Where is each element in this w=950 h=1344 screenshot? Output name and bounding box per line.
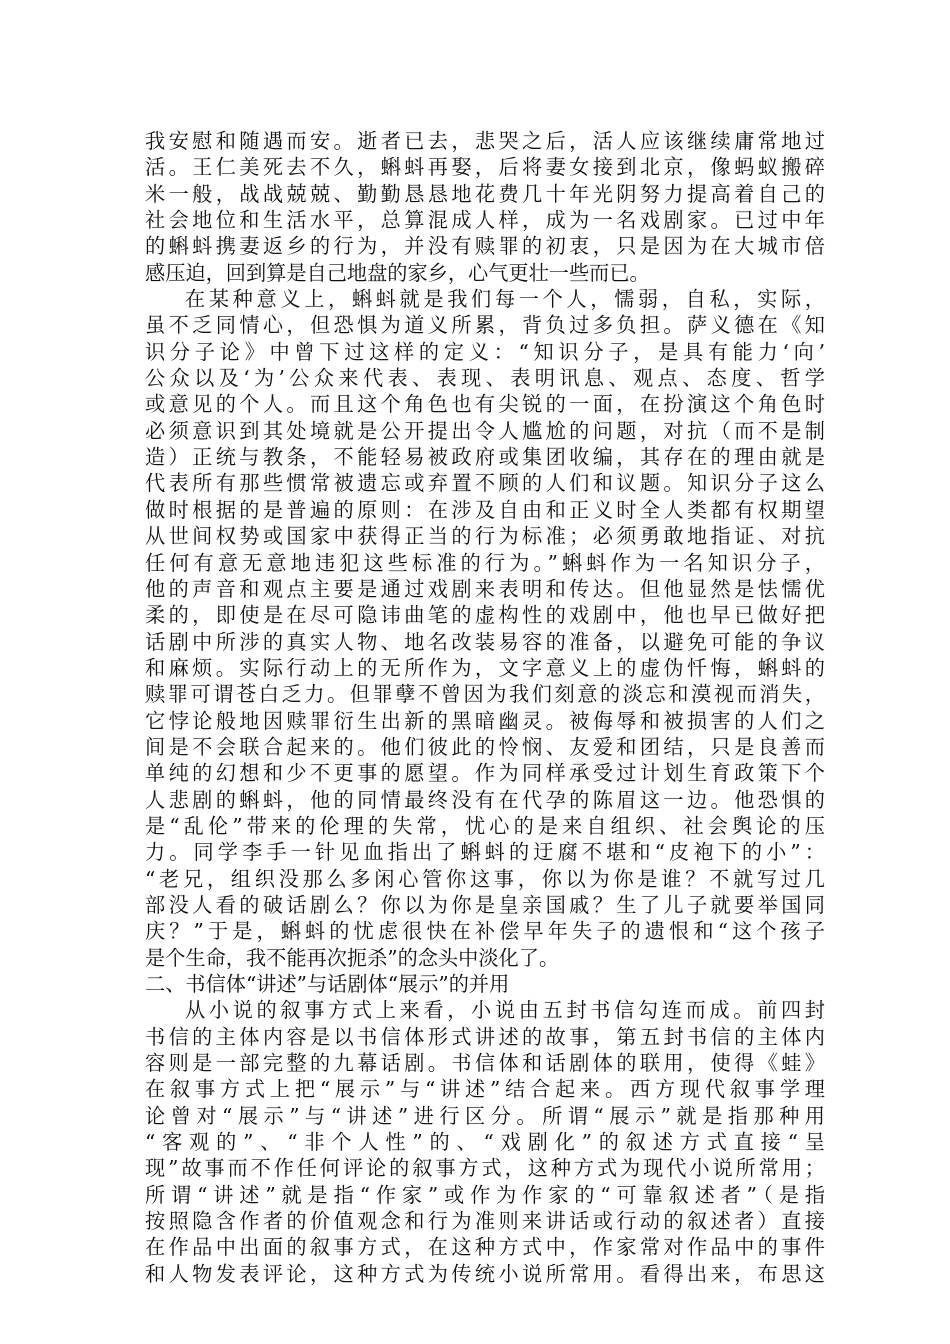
text-line: 赎罪可谓苍白乏力。但罪孽不曾因为我们刻意的淡忘和漠视而消失， xyxy=(145,682,825,707)
text-line: 二、书信体“讲述”与话剧体“展示”的并用 xyxy=(145,972,510,996)
text-line: 必须意识到其处境就是公开提出令人尴尬的问题，对抗（而不是制 xyxy=(145,418,825,443)
text-line: 在叙事方式上把“展示”与“讲述”结合起来。西方现代叙事学理 xyxy=(145,1077,825,1102)
text-line: 识分子论》中曾下过这样的定义：“知识分子，是具有能力‘向’ xyxy=(145,339,825,364)
text-line: 和麻烦。实际行动上的无所作为，文字意义上的虚伪忏悔，蝌蚪的 xyxy=(145,655,825,680)
text-line: 虽不乏同情心，但恐惧为道义所累，背负过多负担。萨义德在《知 xyxy=(145,313,825,338)
text-line: 单纯的幻想和少不更事的愿望。作为同样承受过计划生育政策下个 xyxy=(145,761,825,786)
text-line: 部没人看的破话剧么？你以为你是皇亲国戚？生了儿子就要举国同 xyxy=(145,892,825,917)
body-text xyxy=(145,128,825,1287)
text-line: 在作品中出面的叙事方式，在这种方式中，作家常对作品中的事件 xyxy=(145,1235,825,1260)
text-line: 是“乱伦”带来的伦理的失常，忧心的是来自组织、社会舆论的压 xyxy=(145,813,825,838)
text-line: 话剧中所涉的真实人物、地名改装易容的准备，以避免可能的争议 xyxy=(145,629,825,654)
text-line: 任何有意无意地违犯这些标准的行为。”蝌蚪作为一名知识分子， xyxy=(145,550,825,575)
text-line: 按照隐含作者的价值观念和行为准则来讲话或行动的叙述者）直接 xyxy=(145,1209,825,1234)
text-line: 感压迫，回到算是自己地盘的家乡，心气更壮一些而已。 xyxy=(145,260,650,285)
text-line: 米一般，战战兢兢、勤勤恳恳地花费几十年光阴努力提高着自己的 xyxy=(145,181,825,206)
text-line: 或意见的个人。而且这个角色也有尖锐的一面，在扮演这个角色时 xyxy=(145,392,825,417)
text-line: 从世间权势或国家中获得正当的行为标准；必须勇敢地指证、对抗 xyxy=(145,524,825,549)
text-line: 是个生命，我不能再次扼杀”的念头中淡化了。 xyxy=(145,945,560,970)
text-line: 社会地位和生活水平，总算混成人样，成为一名戏剧家。已过中年 xyxy=(145,208,825,233)
text-line: “客观的”、“非个人性”的、“戏剧化”的叙述方式直接“呈 xyxy=(145,1130,825,1155)
text-line: 人悲剧的蝌蚪，他的同情最终没有在代孕的陈眉这一边。他恐惧的 xyxy=(145,787,825,812)
text-line: 活。王仁美死去不久，蝌蚪再娶，后将妻女接到北京，像蚂蚁搬碎 xyxy=(145,155,825,180)
text-line: “老兄，组织没那么多闲心管你这事，你以为你是谁？不就写过几 xyxy=(145,866,825,891)
text-line: 公众以及‘为’公众来代表、表现、表明讯息、观点、态度、哲学 xyxy=(145,366,825,391)
text-line: 间是不会联合起来的。他们彼此的怜悯、友爱和团结，只是良善而 xyxy=(145,734,825,759)
text-line: 庆？”于是，蝌蚪的忧虑很快在补偿早年失子的遗恨和“这个孩子 xyxy=(145,919,825,944)
text-line: 现”故事而不作任何评论的叙事方式，这种方式为现代小说所常用； xyxy=(145,1156,825,1181)
text-line: 和人物发表评论，这种方式为传统小说所常用。看得出来，布思这 xyxy=(145,1261,825,1286)
text-line: 他的声音和观点主要是通过戏剧来表明和传达。但他显然是怯懦优 xyxy=(145,576,825,601)
text-line: 论曾对“展示”与“讲述”进行区分。所谓“展示”就是指那种用 xyxy=(145,1103,825,1128)
text-line: 书信的主体内容是以书信体形式讲述的故事，第五封书信的主体内 xyxy=(145,1024,825,1049)
text-line: 造）正统与教条，不能轻易被政府或集团收编，其存在的理由就是 xyxy=(145,445,825,470)
text-line: 代表所有那些惯常被遗忘或弃置不顾的人们和议题。知识分子这么 xyxy=(145,471,825,496)
text-line: 柔的，即使是在尽可隐讳曲笔的虚构性的戏剧中，他也早已做好把 xyxy=(145,603,825,628)
text-line: 从小说的叙事方式上来看，小说由五封书信勾连而成。前四封 xyxy=(185,998,825,1023)
text-line: 容则是一部完整的九幕话剧。书信体和话剧体的联用，使得《蛙》 xyxy=(145,1051,825,1076)
text-line: 做时根据的是普遍的原则：在涉及自由和正义时全人类都有权期望 xyxy=(145,497,825,522)
text-line: 在某种意义上，蝌蚪就是我们每一个人，懦弱，自私，实际， xyxy=(185,287,825,312)
text-line: 它悖论般地因赎罪衍生出新的黑暗幽灵。被侮辱和被损害的人们之 xyxy=(145,708,825,733)
text-line: 的蝌蚪携妻返乡的行为，并没有赎罪的初衷，只是因为在大城市倍 xyxy=(145,234,825,259)
text-line: 我安慰和随遇而安。逝者已去，悲哭之后，活人应该继续庸常地过 xyxy=(145,129,825,153)
text-line: 力。同学李手一针见血指出了蝌蚪的迂腐不堪和“皮袍下的小”： xyxy=(145,840,825,865)
text-line: 所谓“讲述”就是指“作家”或作为作家的“可靠叙述者”（是指 xyxy=(145,1182,825,1207)
